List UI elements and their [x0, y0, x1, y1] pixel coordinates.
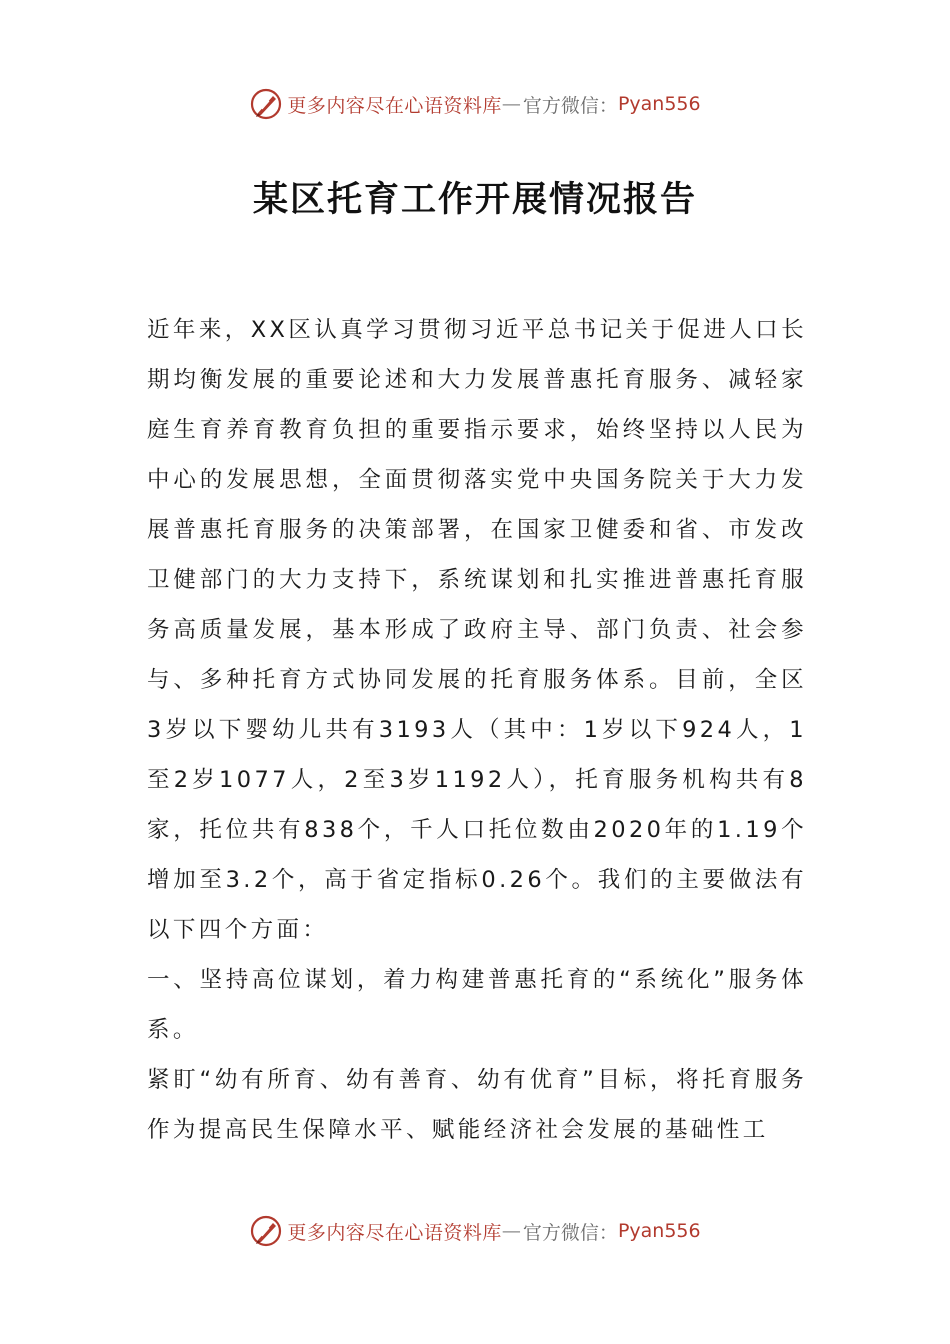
banner-dash: —: [501, 1220, 521, 1242]
banner-dash: —: [501, 93, 521, 115]
document-body: [147, 305, 807, 1155]
quill-pen-circle-icon: [249, 1214, 283, 1248]
paragraph-intro: 近年来，XX区认真学习贯彻习近平总书记关于促进人口长期均衡发展的重要论述和大力发展普惠托育服务、减轻家庭生育养育教育负担的重要指示要求，始终坚持以人民为中心的发展思想，全面贯彻落实党中央国务院关于大力发展普惠托育服务的决策部署，在国家卫健委和省、市发改卫健部门的大力支持下，系统谋划和扎实推进普惠托育服务高质量发展，基本形成了政府主导、部门负责、社会参与、多种托育方式协同发展的托育服务体系。目前，全区3岁以下婴幼儿共有3193人（其中：1岁以下924人，1至2岁1077人，2至3岁1192人），托育服务机构共有8家，托位共有838个，千人口托位数由2020年的1.19个增加至3.2个，高于省定指标0.26个。我们的主要做法有以下四个方面：: [147, 317, 807, 943]
banner-promo-text: 更多内容尽在心语资料库: [287, 1221, 502, 1244]
paragraph-section-1: 紧盯“幼有所育、幼有善育、幼有优育”目标，将托育服务作为提高民生保障水平、赋能经济社会发展的基础性工: [147, 1067, 807, 1143]
banner-wechat-label: 官方微信：: [522, 1221, 618, 1244]
banner-wechat-label: 官方微信：: [522, 94, 618, 117]
document-title: 某区托育工作开展情况报告: [252, 179, 697, 220]
header-banner: [0, 84, 950, 124]
banner-wechat-id: Pyan556: [617, 1220, 701, 1242]
banner-promo-text: 更多内容尽在心语资料库: [287, 94, 502, 117]
footer-banner: [0, 1211, 950, 1251]
section-heading-1: 一、坚持高位谋划，着力构建普惠托育的“系统化”服务体系。: [147, 967, 807, 1043]
quill-pen-circle-icon: [249, 87, 283, 121]
banner-wechat-id: Pyan556: [617, 93, 701, 115]
